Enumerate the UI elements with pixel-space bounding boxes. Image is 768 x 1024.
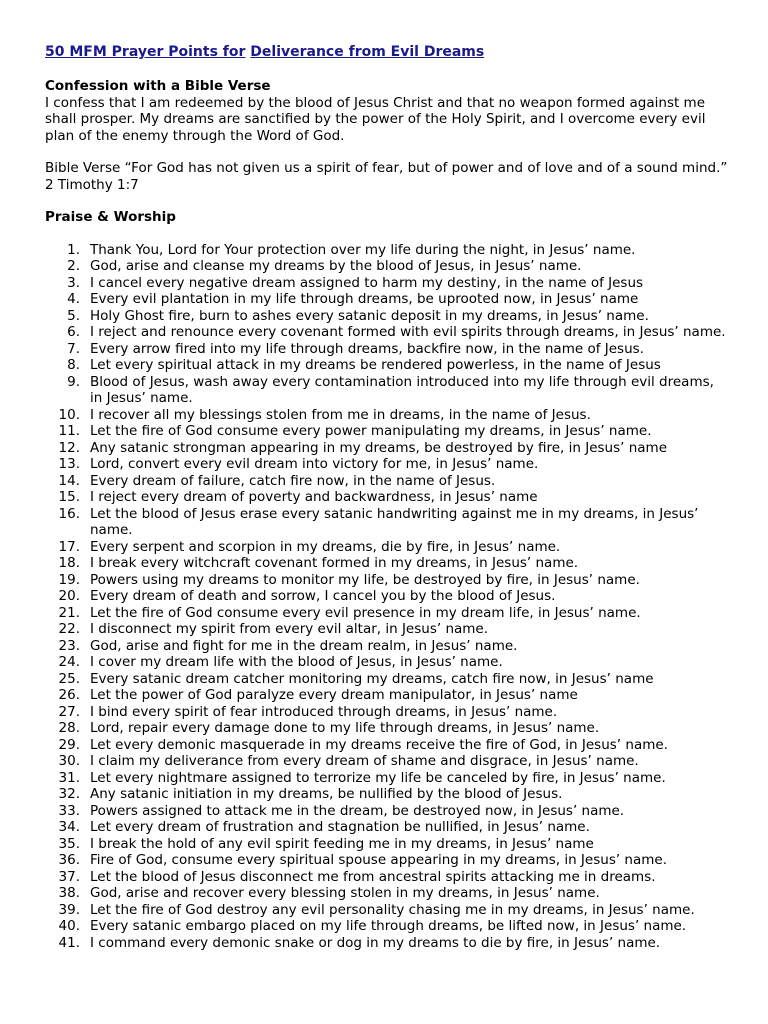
prayer-item — [45, 407, 728, 424]
confession-heading: Confession with a Bible Verse — [45, 78, 271, 94]
prayer-item — [45, 324, 728, 341]
prayer-text: Let the fire of God destroy any evil personality chasing me in my dreams, in Jesus’ name. — [90, 901, 695, 918]
prayer-number: 32. — [58, 786, 80, 802]
prayer-item — [45, 539, 728, 556]
prayer-text: God, arise and recover every blessing stolen in my dreams, in Jesus’ name. — [90, 885, 600, 901]
prayer-item — [45, 671, 728, 688]
prayer-number: 41. — [58, 934, 80, 951]
prayer-item — [45, 341, 728, 358]
prayer-text: I cover my dream life with the blood of Jesus, in Jesus’ name. — [90, 654, 503, 670]
prayer-item — [45, 687, 728, 704]
prayer-number: 7. — [67, 340, 80, 357]
prayer-number: 26. — [58, 687, 80, 703]
prayer-number: 3. — [67, 274, 80, 291]
prayer-item — [45, 456, 728, 473]
prayer-item — [45, 753, 728, 770]
prayer-item — [45, 555, 728, 572]
title-link[interactable]: Deliverance from Evil Dreams — [250, 44, 485, 60]
prayer-item — [45, 638, 728, 655]
prayer-text: Thank You, Lord for Your protection over my life during the night, in Jesus’ name. — [90, 241, 636, 258]
prayer-number: 14. — [58, 472, 80, 489]
prayer-text: I break every witchcraft covenant formed in my dreams, in Jesus’ name. — [90, 555, 579, 571]
prayer-text: Lord, convert every evil dream into victory for me, in Jesus’ name. — [90, 456, 539, 472]
prayer-text: Powers assigned to attack me in the dream, be destroyed now, in Jesus’ name. — [90, 802, 625, 819]
prayer-text: Let every spiritual attack in my dreams be rendered powerless, in the name of Jesus — [90, 357, 661, 373]
prayer-text: I recover all my blessings stolen from me in dreams, in the name of Jesus. — [90, 406, 591, 423]
prayer-number: 34. — [58, 819, 80, 835]
prayer-text: I reject every dream of poverty and backwardness, in Jesus’ name — [90, 489, 538, 505]
prayer-item — [45, 308, 728, 325]
prayer-text: God, arise and cleanse my dreams by the blood of Jesus, in Jesus’ name. — [90, 258, 582, 274]
prayer-item — [45, 258, 728, 275]
prayer-number: 15. — [58, 489, 80, 505]
prayer-text: Any satanic initiation in my dreams, be nullified by the blood of Jesus. — [90, 786, 563, 802]
prayer-number: 31. — [58, 769, 80, 786]
prayer-item — [45, 902, 728, 919]
prayer-item — [45, 869, 728, 886]
prayer-number: 11. — [58, 423, 80, 439]
confession-text: I confess that I am redeemed by the blood of Jesus Christ and that no weapon formed against me shall prosper. My dreams are sanctified by the power of the Holy Spirit, and I overcome every evil plan of the enemy through the Word of God. — [45, 94, 706, 144]
prayer-text: Powers using my dreams to monitor my life, be destroyed by fire, in Jesus’ name. — [90, 571, 640, 588]
prayer-text: I cancel every negative dream assigned to harm my destiny, in the name of Jesus — [90, 274, 644, 291]
prayer-text: Let the fire of God consume every evil presence in my dream life, in Jesus’ name. — [90, 604, 641, 621]
prayer-number: 36. — [58, 852, 80, 868]
prayer-number: 40. — [58, 918, 80, 934]
prayer-text: Lord, repair every damage done to my life through dreams, in Jesus’ name. — [90, 720, 600, 736]
prayer-item — [45, 704, 728, 721]
prayer-item — [45, 918, 728, 935]
prayer-text: Let every nightmare assigned to terrorize my life be canceled by fire, in Jesus’ name. — [90, 769, 666, 786]
prayer-number: 13. — [58, 456, 80, 472]
prayer-number: 5. — [67, 307, 80, 324]
prayer-number: 1. — [67, 241, 80, 258]
prayer-number: 20. — [58, 588, 80, 604]
prayer-item — [45, 506, 728, 539]
prayer-item — [45, 852, 728, 869]
prayer-number: 35. — [58, 835, 80, 852]
prayer-item — [45, 786, 728, 803]
prayer-number: 30. — [58, 753, 80, 769]
prayer-item — [45, 291, 728, 308]
prayer-text: Every satanic embargo placed on my life through dreams, be lifted now, in Jesus’ name. — [90, 918, 687, 934]
praise-heading: Praise & Worship — [45, 209, 176, 225]
prayer-item — [45, 836, 728, 853]
prayer-item — [45, 489, 728, 506]
prayer-text: I reject and renounce every covenant formed with evil spirits through dreams, in Jesus’ name. — [90, 324, 726, 340]
prayer-number: 12. — [58, 439, 80, 456]
prayer-text: Fire of God, consume every spiritual spouse appearing in my dreams, in Jesus’ name. — [90, 852, 668, 868]
document-title — [45, 44, 728, 61]
prayer-text: Let the fire of God consume every power manipulating my dreams, in Jesus’ name. — [90, 423, 652, 439]
prayer-number: 16. — [58, 505, 80, 522]
prayer-text: Every dream of failure, catch fire now, in the name of Jesus. — [90, 472, 496, 489]
prayer-item — [45, 605, 728, 622]
prayer-number: 28. — [58, 720, 80, 736]
prayer-number: 25. — [58, 670, 80, 687]
prayer-text: I claim my deliverance from every dream of shame and disgrace, in Jesus’ name. — [90, 753, 639, 769]
bible-verse: Bible Verse “For God has not given us a spirit of fear, but of power and of love and of a sound mind.” 2 Timothy 1:7 — [45, 160, 728, 193]
prayer-item — [45, 440, 728, 457]
prayer-item — [45, 737, 728, 754]
prayer-number: 17. — [58, 538, 80, 555]
prayer-item — [45, 803, 728, 820]
prayer-item — [45, 720, 728, 737]
prayer-number: 2. — [67, 258, 80, 274]
prayer-number: 23. — [58, 637, 80, 654]
prayer-text: God, arise and fight for me in the dream realm, in Jesus’ name. — [90, 637, 518, 654]
prayer-text: I bind every spirit of fear introduced through dreams, in Jesus’ name. — [90, 703, 558, 720]
prayer-number: 8. — [67, 357, 80, 373]
prayer-number: 38. — [58, 885, 80, 901]
prayer-text: Let the blood of Jesus erase every satanic handwriting against me in my dreams, in Jesus’ name. — [90, 505, 699, 538]
prayer-item — [45, 572, 728, 589]
prayer-item — [45, 819, 728, 836]
prayer-text: Every satanic dream catcher monitoring my dreams, catch fire now, in Jesus’ name — [90, 670, 654, 687]
prayer-number: 37. — [58, 868, 80, 885]
prayer-item — [45, 654, 728, 671]
prayer-number: 4. — [67, 291, 80, 307]
prayer-number: 10. — [58, 406, 80, 423]
prayer-item — [45, 885, 728, 902]
prayer-number: 39. — [58, 901, 80, 918]
prayer-item — [45, 374, 728, 407]
prayer-number: 6. — [67, 324, 80, 340]
prayer-item — [45, 588, 728, 605]
prayer-number: 18. — [58, 555, 80, 571]
prayer-text: Any satanic strongman appearing in my dreams, be destroyed by fire, in Jesus’ name — [90, 439, 668, 456]
prayer-number: 19. — [58, 571, 80, 588]
prayer-list — [45, 242, 728, 952]
prayer-number: 21. — [58, 604, 80, 621]
prayer-item — [45, 242, 728, 259]
prayer-number: 33. — [58, 802, 80, 819]
prayer-text: I command every demonic snake or dog in my dreams to die by fire, in Jesus’ name. — [90, 934, 661, 951]
prayer-item — [45, 770, 728, 787]
prayer-item — [45, 275, 728, 292]
prayer-text: Every evil plantation in my life through dreams, be uprooted now, in Jesus’ name — [90, 291, 639, 307]
prayer-number: 27. — [58, 703, 80, 720]
prayer-text: Every dream of death and sorrow, I cancel you by the blood of Jesus. — [90, 588, 556, 604]
prayer-text: Every serpent and scorpion in my dreams, die by fire, in Jesus’ name. — [90, 538, 561, 555]
prayer-item — [45, 423, 728, 440]
prayer-text: Blood of Jesus, wash away every contamination introduced into my life through evil dreams, in Jesus’ name. — [90, 373, 714, 406]
prayer-number: 24. — [58, 654, 80, 670]
prayer-text: Let the blood of Jesus disconnect me from ancestral spirits attacking me in dreams. — [90, 868, 656, 885]
prayer-item — [45, 473, 728, 490]
prayer-text: I break the hold of any evil spirit feeding me in my dreams, in Jesus’ name — [90, 835, 594, 852]
prayer-text: Let every demonic masquerade in my dreams receive the fire of God, in Jesus’ name. — [90, 736, 668, 753]
prayer-item — [45, 621, 728, 638]
prayer-number: 22. — [58, 621, 80, 637]
prayer-text: Let the power of God paralyze every dream manipulator, in Jesus’ name — [90, 687, 578, 703]
prayer-number: 9. — [67, 373, 80, 390]
prayer-item — [45, 935, 728, 952]
prayer-number: 29. — [58, 736, 80, 753]
prayer-text: Let every dream of frustration and stagnation be nullified, in Jesus’ name. — [90, 819, 590, 835]
prayer-text: I disconnect my spirit from every evil altar, in Jesus’ name. — [90, 621, 489, 637]
prayer-item — [45, 357, 728, 374]
prayer-text: Holy Ghost fire, burn to ashes every satanic deposit in my dreams, in Jesus’ name. — [90, 307, 649, 324]
prayer-text: Every arrow fired into my life through dreams, backfire now, in the name of Jesus. — [90, 340, 644, 357]
title-prefix-link[interactable]: 50 MFM Prayer Points for — [45, 44, 246, 60]
